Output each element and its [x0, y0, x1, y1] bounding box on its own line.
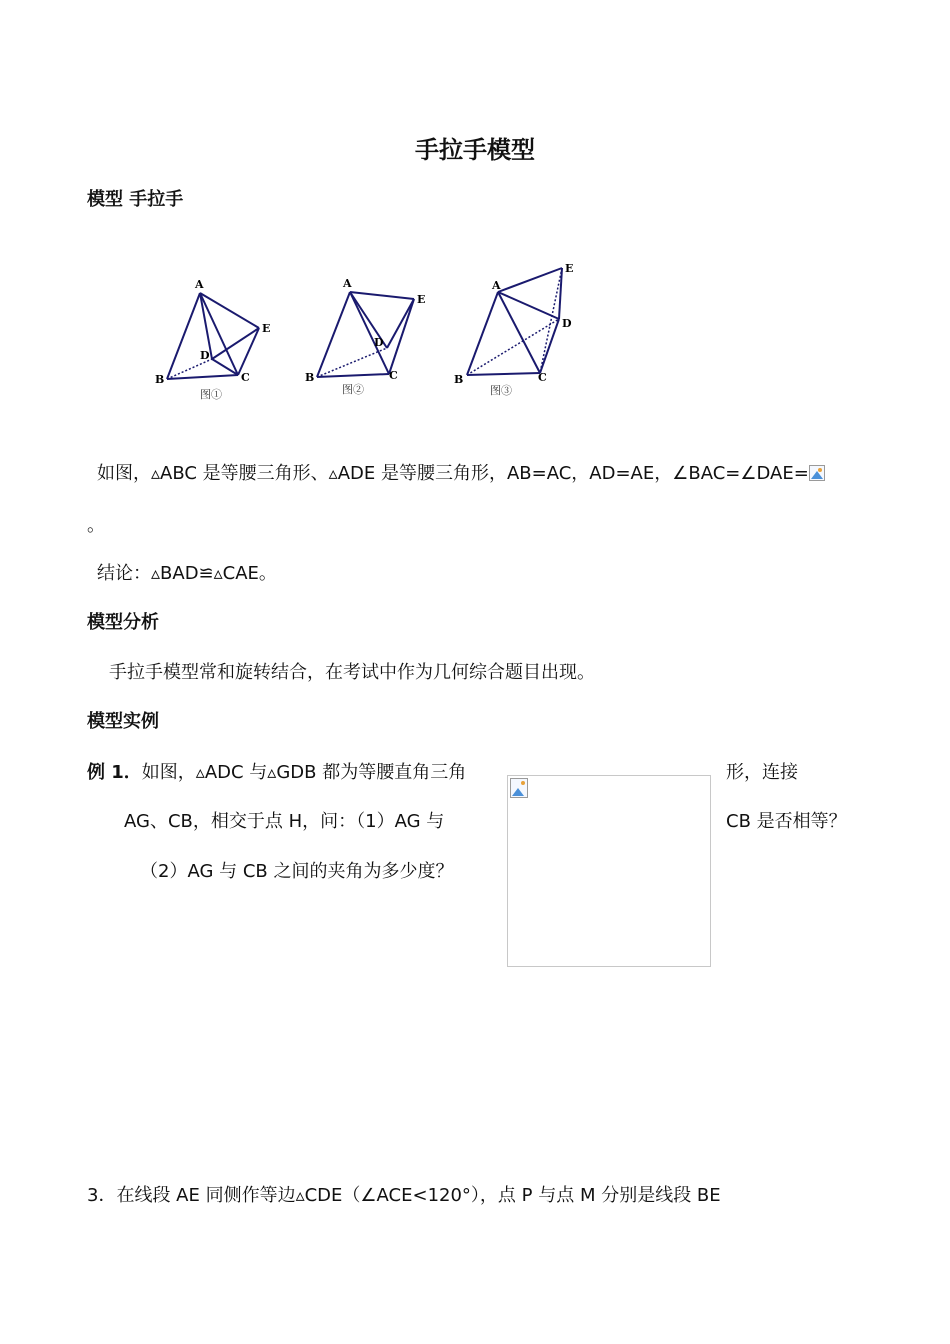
description-end: 。 [87, 515, 105, 536]
label-e: E [565, 262, 574, 275]
missing-image-icon [809, 465, 825, 481]
conclusion-text: 结论：▵BAD≌▵CAE。 [97, 563, 277, 584]
figure-2 [300, 272, 435, 408]
label-a: A [492, 279, 501, 292]
description-line [97, 462, 825, 486]
label-b: B [305, 371, 315, 384]
example1-line1-right: 形，连接 [726, 762, 798, 783]
segment-ac [498, 292, 540, 373]
label-c: C [241, 371, 250, 384]
label-b: B [454, 373, 464, 386]
example1-line2: AG、CB，相交于点 H，问：（1）AG 与 [124, 811, 445, 832]
figure-1 [150, 272, 280, 408]
problem3-text: 3．在线段 AE 同侧作等边▵CDE（∠ACE<120°），点 P 与点 M 分别是线段 BE [87, 1185, 721, 1206]
label-d: D [562, 317, 572, 330]
figure-caption: 图③ [490, 384, 512, 397]
figure-caption: 图① [200, 388, 222, 401]
example1-line1 [87, 761, 466, 785]
page-title: 手拉手模型 [415, 136, 535, 164]
label-e: E [417, 293, 426, 306]
example1-text1: 如图，▵ADC 与▵GDB 都为等腰直角三角 [141, 762, 467, 783]
example1-image-placeholder [507, 775, 711, 967]
label-d: D [200, 349, 210, 362]
section-heading-analysis: 模型分析 [87, 612, 159, 633]
segment-ab [467, 292, 498, 375]
segment-bc [317, 374, 389, 377]
segment-ab [167, 293, 200, 379]
segment-de [559, 268, 562, 319]
section-heading-examples: 模型实例 [87, 711, 159, 732]
segment-bc [167, 375, 238, 379]
label-a: A [343, 277, 352, 290]
label-b: B [155, 373, 165, 386]
segment-ad [498, 292, 559, 319]
missing-image-icon [510, 778, 528, 798]
segment-ae [498, 268, 562, 292]
segment-ab [317, 292, 350, 377]
label-a: A [195, 278, 204, 291]
example1-line3: （2）AG 与 CB 之间的夹角为多少度？ [140, 861, 454, 882]
figure-caption: 图② [342, 383, 364, 396]
figure-3 [450, 262, 585, 406]
section-heading-model: 模型 手拉手 [87, 189, 184, 210]
segment-bc [467, 373, 540, 375]
example1-label: 例 1． [87, 762, 142, 783]
example1-line2-right: CB 是否相等？ [726, 811, 847, 832]
label-c: C [538, 371, 547, 384]
segment-ae [350, 292, 414, 299]
label-d: D [374, 336, 384, 349]
label-c: C [389, 369, 398, 382]
analysis-text: 手拉手模型常和旋转结合，在考试中作为几何综合题目出现。 [109, 662, 595, 683]
description-text: 如图，▵ABC 是等腰三角形、▵ADE 是等腰三角形，AB=AC，AD=AE，∠BAC=∠DAE= [97, 463, 809, 484]
label-e: E [262, 322, 271, 335]
